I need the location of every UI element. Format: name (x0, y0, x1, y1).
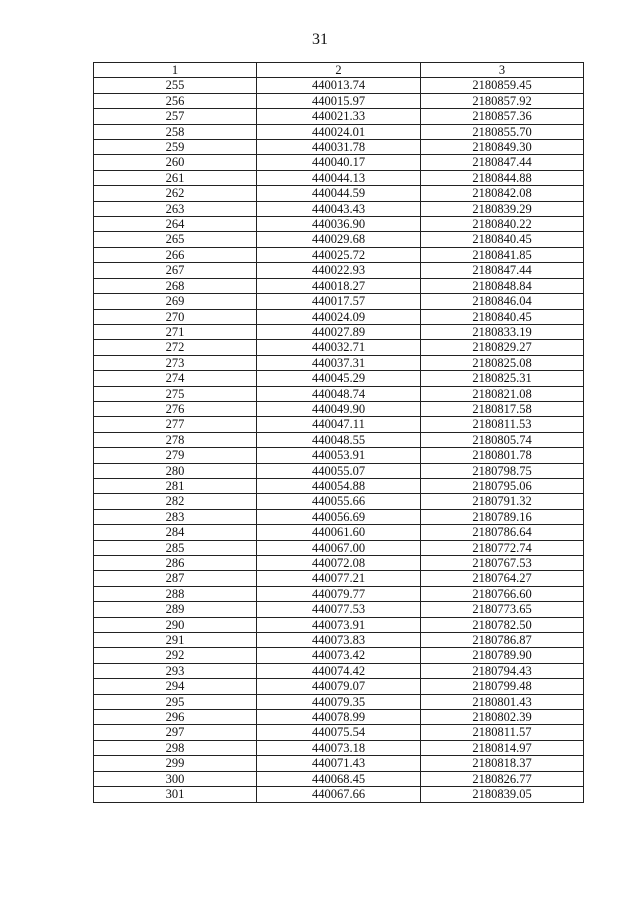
table-cell: 440044.13 (257, 170, 421, 185)
table-row (94, 725, 584, 740)
table-row (94, 432, 584, 447)
table-cell: 277 (94, 417, 257, 432)
table-row (94, 679, 584, 694)
table-cell: 440048.74 (257, 386, 421, 401)
table-row (94, 771, 584, 786)
table-row (94, 710, 584, 725)
table-row (94, 663, 584, 678)
table-row (94, 201, 584, 216)
table-row (94, 617, 584, 632)
table-cell: 270 (94, 309, 257, 324)
table-cell: 2180821.08 (421, 386, 584, 401)
table-cell: 275 (94, 386, 257, 401)
table-cell: 294 (94, 679, 257, 694)
table-row (94, 478, 584, 493)
table-cell: 257 (94, 109, 257, 124)
table-cell: 440077.21 (257, 571, 421, 586)
table-cell: 440048.55 (257, 432, 421, 447)
table-cell: 440067.66 (257, 787, 421, 802)
table-cell: 295 (94, 694, 257, 709)
table-cell: 440055.07 (257, 463, 421, 478)
table-cell: 440022.93 (257, 263, 421, 278)
table-cell: 2180795.06 (421, 478, 584, 493)
table-cell: 258 (94, 124, 257, 139)
table-row (94, 186, 584, 201)
table-cell: 289 (94, 602, 257, 617)
table-cell: 440018.27 (257, 278, 421, 293)
table-cell: 2180801.78 (421, 448, 584, 463)
table-cell: 440068.45 (257, 771, 421, 786)
table-cell: 440073.83 (257, 633, 421, 648)
table-cell: 2180825.31 (421, 371, 584, 386)
table-cell: 440036.90 (257, 217, 421, 232)
table-cell: 274 (94, 371, 257, 386)
table-cell: 2180855.70 (421, 124, 584, 139)
table-cell: 2180817.58 (421, 401, 584, 416)
table-cell: 286 (94, 556, 257, 571)
table-row (94, 340, 584, 355)
table-cell: 2180848.84 (421, 278, 584, 293)
table-cell: 2180857.36 (421, 109, 584, 124)
table-cell: 263 (94, 201, 257, 216)
table-cell: 2180767.53 (421, 556, 584, 571)
column-header: 1 (94, 63, 257, 78)
table-cell: 2180846.04 (421, 294, 584, 309)
table-cell: 2180859.45 (421, 78, 584, 93)
table-row (94, 294, 584, 309)
table-row (94, 694, 584, 709)
table-cell: 266 (94, 247, 257, 262)
table-cell: 2180786.87 (421, 633, 584, 648)
table-cell: 440029.68 (257, 232, 421, 247)
table-cell: 293 (94, 663, 257, 678)
table-cell: 440013.74 (257, 78, 421, 93)
table-cell: 440056.69 (257, 509, 421, 524)
table-row (94, 217, 584, 232)
table-cell: 301 (94, 787, 257, 802)
table-cell: 440072.08 (257, 556, 421, 571)
table-cell: 440047.11 (257, 417, 421, 432)
table-row (94, 556, 584, 571)
table-cell: 440071.43 (257, 756, 421, 771)
table-cell: 262 (94, 186, 257, 201)
table-cell: 440025.72 (257, 247, 421, 262)
table-header-row (94, 63, 584, 78)
table-cell: 2180811.53 (421, 417, 584, 432)
table-row (94, 155, 584, 170)
table-cell: 2180772.74 (421, 540, 584, 555)
table-cell: 297 (94, 725, 257, 740)
table-cell: 440079.77 (257, 586, 421, 601)
table-cell: 440040.17 (257, 155, 421, 170)
table-cell: 260 (94, 155, 257, 170)
table-cell: 271 (94, 324, 257, 339)
table-cell: 2180802.39 (421, 710, 584, 725)
table-cell: 440037.31 (257, 355, 421, 370)
table-cell: 268 (94, 278, 257, 293)
table-cell: 440078.99 (257, 710, 421, 725)
table-cell: 440073.18 (257, 740, 421, 755)
table-cell: 440024.01 (257, 124, 421, 139)
table-cell: 300 (94, 771, 257, 786)
table-cell: 272 (94, 340, 257, 355)
column-header: 2 (257, 63, 421, 78)
table-row (94, 463, 584, 478)
table-cell: 290 (94, 617, 257, 632)
table-cell: 440055.66 (257, 494, 421, 509)
table-cell: 282 (94, 494, 257, 509)
table-row (94, 525, 584, 540)
table-row (94, 93, 584, 108)
table-cell: 440049.90 (257, 401, 421, 416)
table-row (94, 756, 584, 771)
table-cell: 2180847.44 (421, 263, 584, 278)
table-cell: 292 (94, 648, 257, 663)
table-cell: 2180811.57 (421, 725, 584, 740)
table-cell: 256 (94, 93, 257, 108)
table-cell: 2180766.60 (421, 586, 584, 601)
table-row (94, 648, 584, 663)
table-cell: 283 (94, 509, 257, 524)
table-cell: 265 (94, 232, 257, 247)
table-cell: 280 (94, 463, 257, 478)
table-row (94, 170, 584, 185)
table-cell: 440075.54 (257, 725, 421, 740)
table-row (94, 278, 584, 293)
table-cell: 298 (94, 740, 257, 755)
table-row (94, 78, 584, 93)
table-cell: 264 (94, 217, 257, 232)
table-cell: 440044.59 (257, 186, 421, 201)
table-cell: 440031.78 (257, 140, 421, 155)
table-cell: 2180839.05 (421, 787, 584, 802)
table-cell: 440077.53 (257, 602, 421, 617)
table-cell: 2180829.27 (421, 340, 584, 355)
table-row (94, 494, 584, 509)
table-row (94, 586, 584, 601)
table-cell: 269 (94, 294, 257, 309)
table-cell: 255 (94, 78, 257, 93)
table-cell: 2180805.74 (421, 432, 584, 447)
table-body (94, 78, 584, 802)
table-row (94, 386, 584, 401)
table-cell: 2180791.32 (421, 494, 584, 509)
table-row (94, 140, 584, 155)
table-cell: 2180833.19 (421, 324, 584, 339)
table-row (94, 232, 584, 247)
table-cell: 288 (94, 586, 257, 601)
page-number: 31 (312, 31, 328, 48)
table-cell: 2180844.88 (421, 170, 584, 185)
table-row (94, 602, 584, 617)
table-cell: 440074.42 (257, 663, 421, 678)
table-cell: 440032.71 (257, 340, 421, 355)
table-cell: 2180794.43 (421, 663, 584, 678)
table-row (94, 417, 584, 432)
table-cell: 299 (94, 756, 257, 771)
table-cell: 2180842.08 (421, 186, 584, 201)
table-cell: 440024.09 (257, 309, 421, 324)
table-cell: 273 (94, 355, 257, 370)
coordinates-table (93, 62, 584, 803)
table-cell: 440079.35 (257, 694, 421, 709)
table-cell: 440017.57 (257, 294, 421, 309)
table-row (94, 355, 584, 370)
table-cell: 440015.97 (257, 93, 421, 108)
table-cell: 2180840.45 (421, 232, 584, 247)
table-cell: 2180799.48 (421, 679, 584, 694)
table-cell: 2180849.30 (421, 140, 584, 155)
table-cell: 440067.00 (257, 540, 421, 555)
column-header: 3 (421, 63, 584, 78)
table-row (94, 787, 584, 802)
table-cell: 2180814.97 (421, 740, 584, 755)
table-cell: 2180773.65 (421, 602, 584, 617)
table-cell: 440045.29 (257, 371, 421, 386)
table-cell: 2180841.85 (421, 247, 584, 262)
table-cell: 2180764.27 (421, 571, 584, 586)
table-row (94, 124, 584, 139)
table-cell: 278 (94, 432, 257, 447)
table-cell: 440079.07 (257, 679, 421, 694)
table-row (94, 309, 584, 324)
table-cell: 440073.91 (257, 617, 421, 632)
table-cell: 287 (94, 571, 257, 586)
table-cell: 291 (94, 633, 257, 648)
table-cell: 261 (94, 170, 257, 185)
table-cell: 259 (94, 140, 257, 155)
table-row (94, 540, 584, 555)
table-cell: 2180801.43 (421, 694, 584, 709)
table-row (94, 448, 584, 463)
table-row (94, 740, 584, 755)
table-cell: 2180789.90 (421, 648, 584, 663)
table-cell: 440043.43 (257, 201, 421, 216)
table-cell: 2180786.64 (421, 525, 584, 540)
table-row (94, 371, 584, 386)
table-cell: 2180782.50 (421, 617, 584, 632)
table-cell: 2180789.16 (421, 509, 584, 524)
table-cell: 2180840.45 (421, 309, 584, 324)
table-row (94, 247, 584, 262)
table-row (94, 401, 584, 416)
table-cell: 440027.89 (257, 324, 421, 339)
table-row (94, 571, 584, 586)
table-cell: 267 (94, 263, 257, 278)
table-cell: 440061.60 (257, 525, 421, 540)
table-cell: 2180825.08 (421, 355, 584, 370)
table-cell: 440053.91 (257, 448, 421, 463)
table-cell: 2180839.29 (421, 201, 584, 216)
table-cell: 2180847.44 (421, 155, 584, 170)
table-cell: 440054.88 (257, 478, 421, 493)
table-row (94, 109, 584, 124)
table-cell: 281 (94, 478, 257, 493)
table-cell: 296 (94, 710, 257, 725)
table-cell: 2180826.77 (421, 771, 584, 786)
table-row (94, 633, 584, 648)
table-row (94, 263, 584, 278)
table-cell: 2180798.75 (421, 463, 584, 478)
table-cell: 285 (94, 540, 257, 555)
table-cell: 2180818.37 (421, 756, 584, 771)
table-cell: 276 (94, 401, 257, 416)
table-row (94, 509, 584, 524)
table-cell: 279 (94, 448, 257, 463)
table-cell: 2180857.92 (421, 93, 584, 108)
table-cell: 284 (94, 525, 257, 540)
table-cell: 440021.33 (257, 109, 421, 124)
table-cell: 440073.42 (257, 648, 421, 663)
table-row (94, 324, 584, 339)
table-cell: 2180840.22 (421, 217, 584, 232)
